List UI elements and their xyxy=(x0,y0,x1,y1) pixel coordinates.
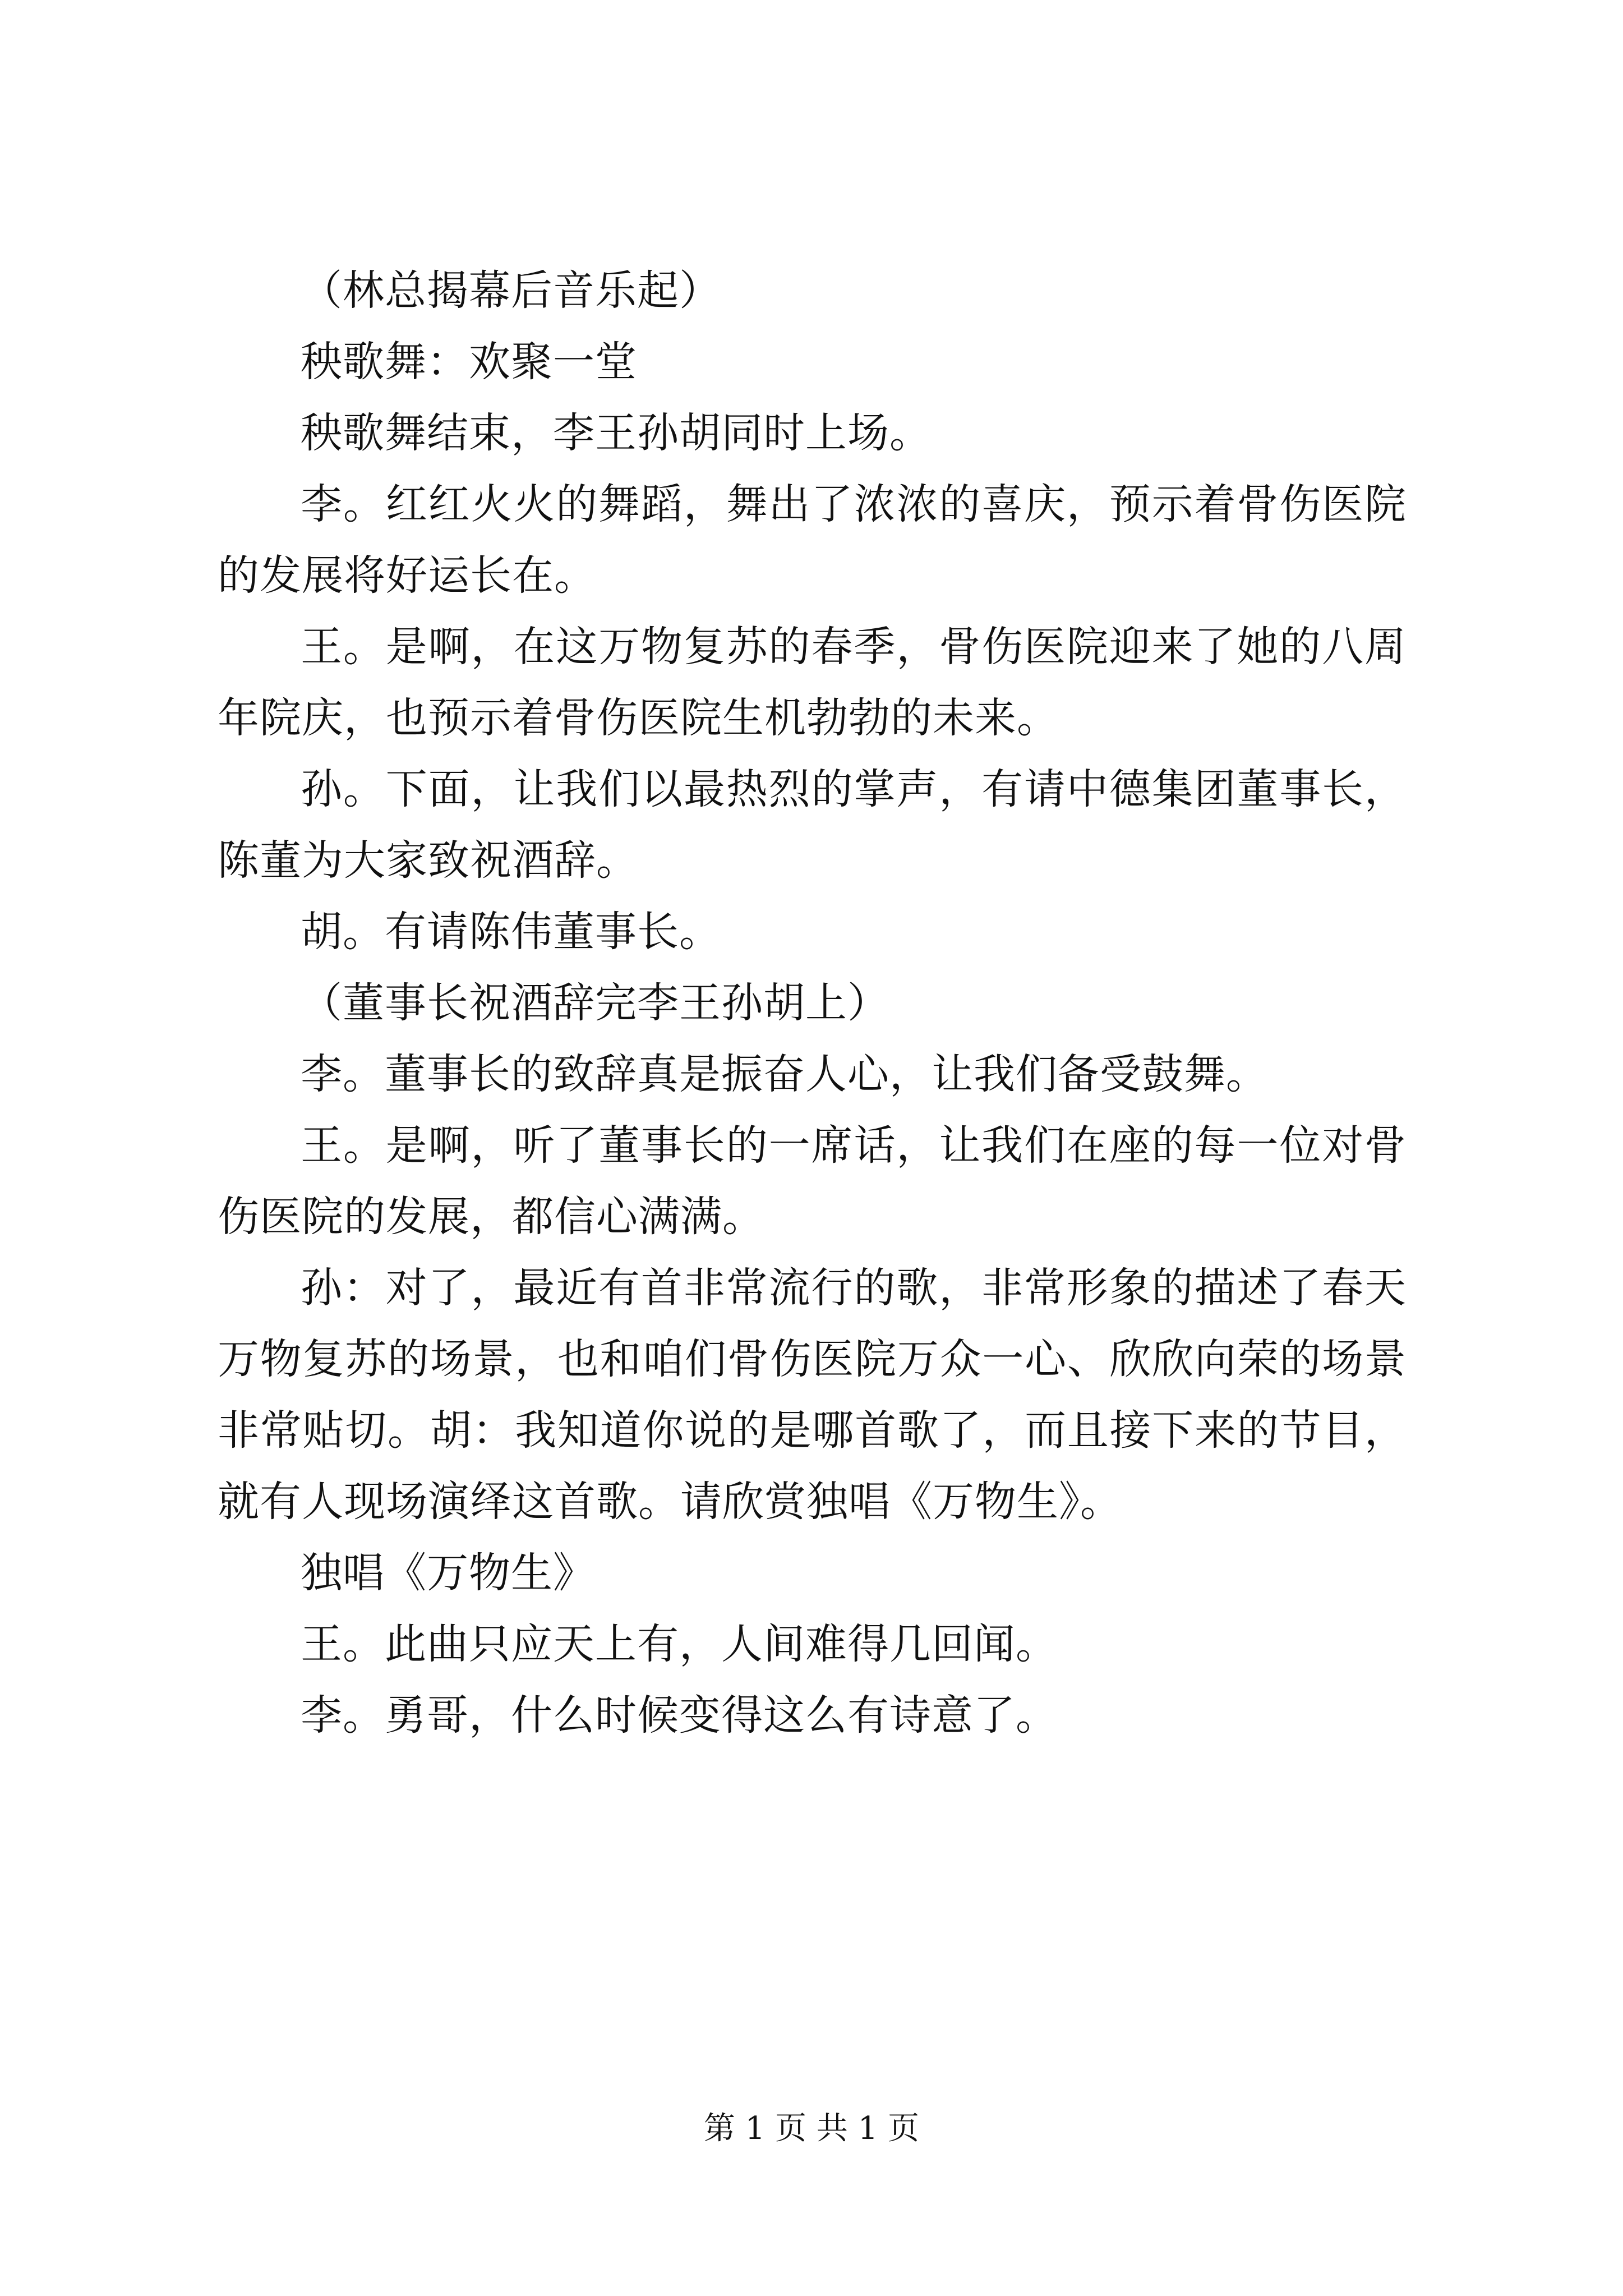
paragraph-10: 王。是啊，听了董事长的一席话，让我们在座的每一位对骨伤医院的发展，都信心满满。 xyxy=(218,1121,1407,1241)
paragraph-12: 独唱《万物生》 xyxy=(301,1549,595,1597)
paragraph-14: 李。勇哥，什么时候变得这么有诗意了。 xyxy=(301,1691,1058,1740)
document-body xyxy=(218,255,1407,1751)
paragraph-11: 孙：对了，最近有首非常流行的歌，非常形象的描述了春天万物复苏的场景，也和咱们骨伤医院万众一心、欣欣向荣的场景非常贴切。胡：我知道你说的是哪首歌了，而且接下来的节目，就有人现场演绎这首歌。请欣赏独唱《万物生》。 xyxy=(218,1264,1407,1526)
paragraph-6: 孙。下面，让我们以最热烈的掌声，有请中德集团董事长，陈董为大家致祝酒辞。 xyxy=(218,765,1407,885)
paragraph-7: 胡。有请陈伟董事长。 xyxy=(301,908,721,956)
paragraph-8: （董事长祝酒辞完李王孙胡上） xyxy=(301,979,889,1027)
paragraph-9: 李。董事长的致辞真是振奋人心，让我们备受鼓舞。 xyxy=(301,1050,1268,1098)
paragraph-2: 秧歌舞：欢聚一堂 xyxy=(301,338,637,386)
paragraph-3: 秧歌舞结束，李王孙胡同时上场。 xyxy=(301,409,932,457)
page-number-label: 第 1 页 共 1 页 xyxy=(703,2110,920,2147)
paragraph-4: 李。红红火火的舞蹈，舞出了浓浓的喜庆，预示着骨伤医院的发展将好运长在。 xyxy=(218,480,1407,600)
paragraph-1: （林总揭幕后音乐起） xyxy=(301,266,721,315)
paragraph-13: 王。此曲只应天上有，人间难得几回闻。 xyxy=(301,1620,1058,1668)
page-footer xyxy=(0,2109,1623,2148)
paragraph-5: 王。是啊，在这万物复苏的春季，骨伤医院迎来了她的八周年院庆，也预示着骨伤医院生机勃勃的未来。 xyxy=(218,623,1407,742)
